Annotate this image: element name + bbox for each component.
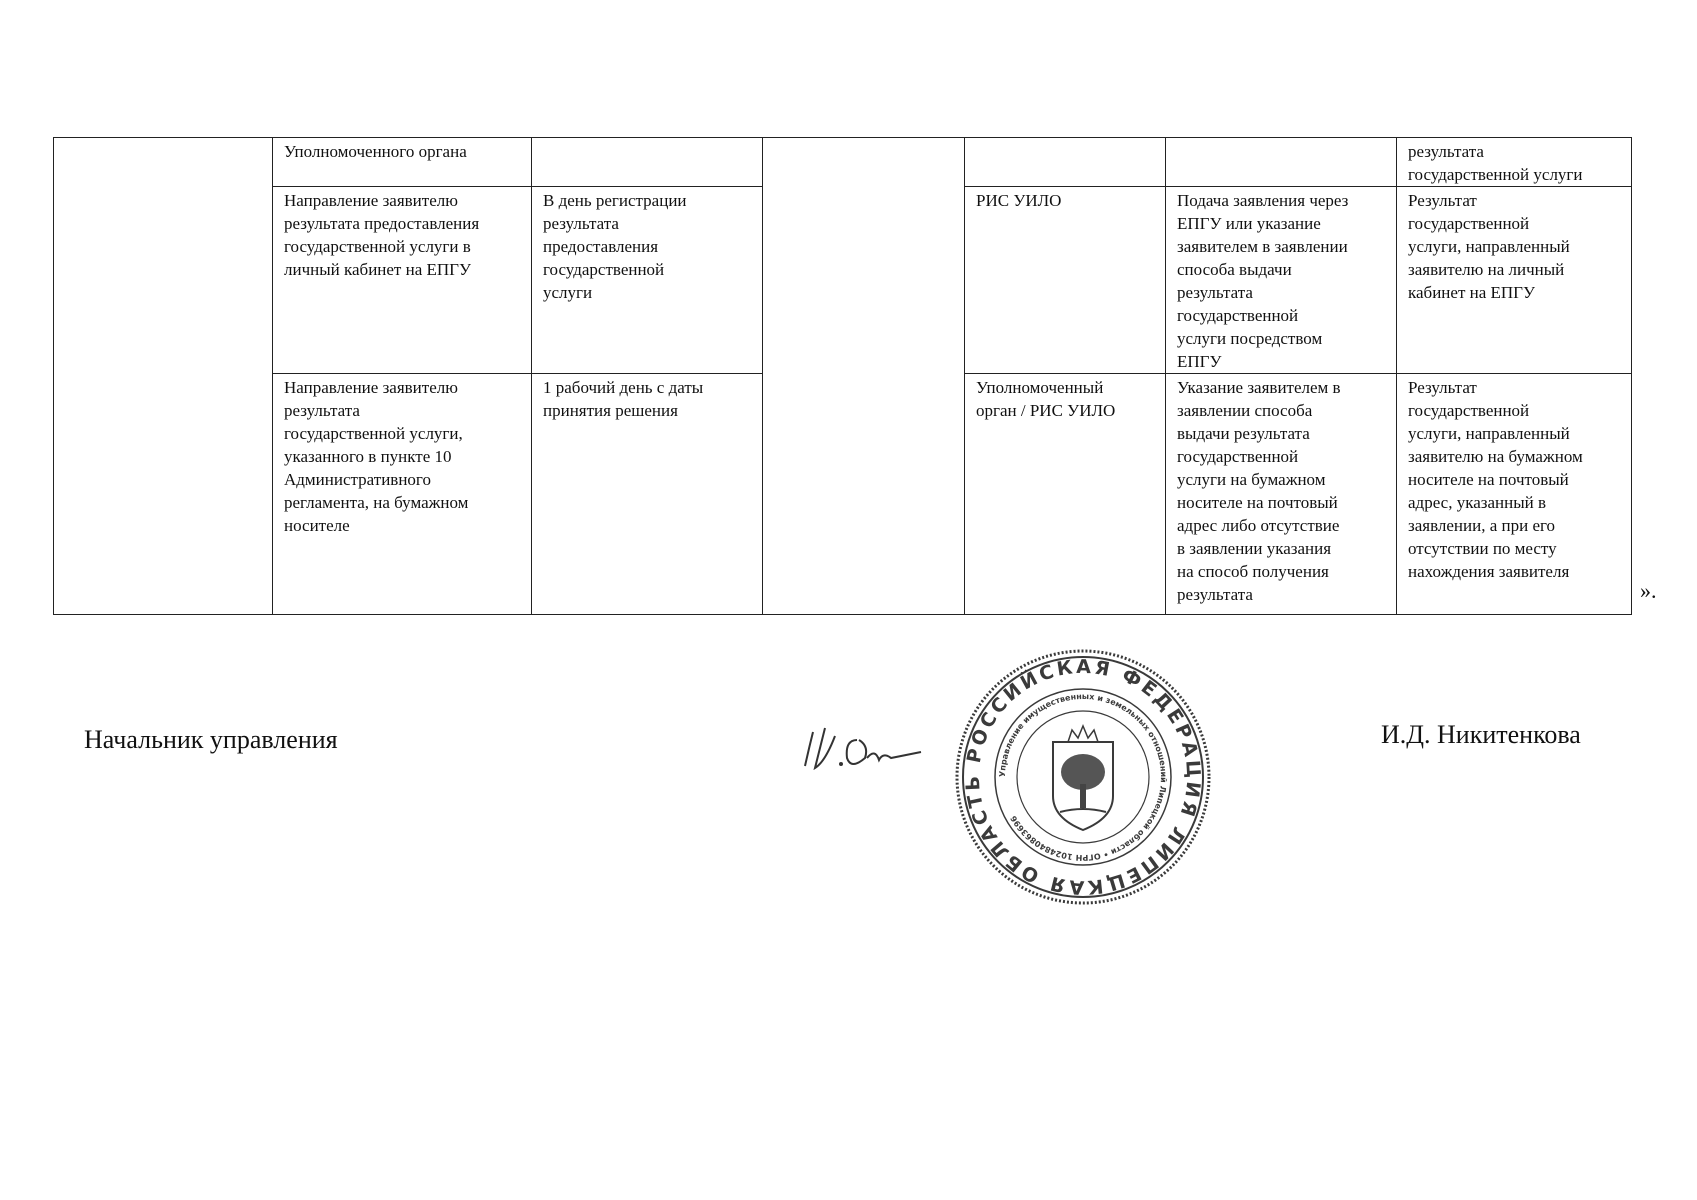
empty-cell	[763, 374, 965, 615]
empty-cell	[54, 138, 273, 187]
term-cell: 1 рабочий день с даты принятия решения	[532, 374, 763, 615]
step-cell: Уполномоченного органа	[273, 138, 532, 187]
signatory-name: И.Д. Никитенкова	[1381, 720, 1581, 749]
responsible-cell: РИС УИЛО	[965, 187, 1166, 374]
table-row	[54, 138, 1632, 187]
responsible-cell: Уполномоченный орган / РИС УИЛО	[965, 374, 1166, 615]
criteria-cell	[1166, 138, 1397, 187]
table-row	[54, 374, 1632, 615]
step-cell: Направление заявителю результата государственной услуги, указанного в пункте 10 Административного регламента, на бумажном носителе	[273, 374, 532, 615]
empty-cell	[54, 374, 273, 615]
term-cell	[532, 138, 763, 187]
criteria-cell: Указание заявителем в заявлении способа выдачи результата государственной услуги на бумажном носителе на почтовый адрес либо отсутствие в заявлении указания на способ получения результата	[1166, 374, 1397, 615]
seal-outer-text: РОССИЙСКАЯ ФЕДЕРАЦИЯ ЛИПЕЦКАЯ ОБЛАСТЬ	[961, 655, 1205, 899]
emblem-icon	[1053, 726, 1113, 830]
result-cell: результата государственной услуги	[1397, 138, 1632, 187]
term-cell: В день регистрации результата предоставления государственной услуги	[532, 187, 763, 374]
result-cell: Результат государственной услуги, направленный заявителю на личный кабинет на ЕПГУ	[1397, 187, 1632, 374]
empty-cell	[763, 187, 965, 374]
seal-inner-text: Управление имущественных и земельных отношений Липецкой области • ОГРН 1024840863696	[997, 691, 1169, 863]
signatory-position: Начальник управления	[84, 725, 338, 754]
table-row	[54, 187, 1632, 374]
criteria-cell: Подача заявления через ЕПГУ или указание заявителем в заявлении способа выдачи результата государственной услуги посредством ЕПГУ	[1166, 187, 1397, 374]
handwritten-signature	[795, 718, 935, 778]
responsible-cell	[965, 138, 1166, 187]
empty-cell	[763, 138, 965, 187]
closing-quote: ».	[1640, 578, 1657, 603]
step-cell: Направление заявителю результата предоставления государственной услуги в личный кабинет на ЕПГУ	[273, 187, 532, 374]
procedure-table	[53, 137, 1632, 615]
empty-cell	[54, 187, 273, 374]
result-cell: Результат государственной услуги, направленный заявителю на бумажном носителе на почтовый адрес, указанный в заявлении, а при его отсутствии по месту нахождения заявителя	[1397, 374, 1632, 615]
official-seal	[952, 646, 1214, 908]
